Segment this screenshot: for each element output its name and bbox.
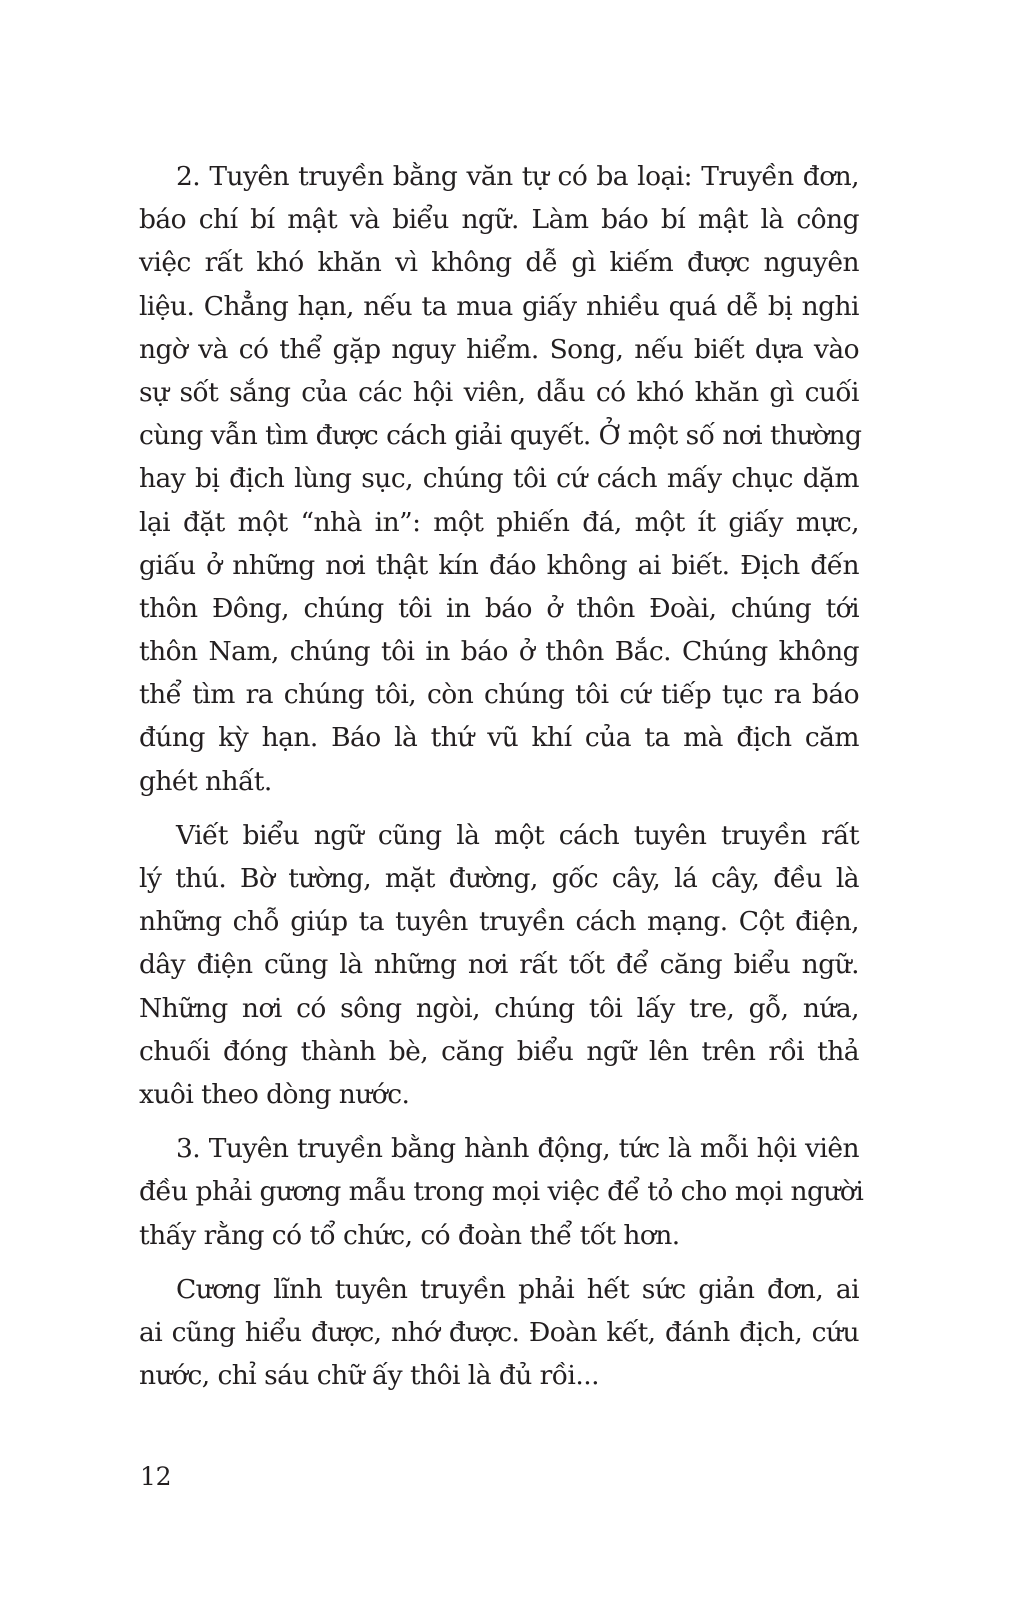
text-line: đúng kỳ hạn. Báo là thứ vũ khí của ta mà địch căm [139, 722, 859, 754]
paragraph-slogans [139, 814, 859, 1116]
text-line: 2. Tuyên truyền bằng văn tự có ba loại: Truyền đơn, [176, 161, 859, 192]
paragraph-action-propaganda [139, 1127, 864, 1257]
text-line: ghét nhất. [139, 765, 272, 797]
paragraph-spacer [139, 803, 859, 814]
text-line: Cương lĩnh tuyên truyền phải hết sức giản đơn, ai [176, 1273, 859, 1305]
text-line: hay bị địch lùng sục, chúng tôi cứ cách mấy chục dặm [139, 463, 859, 495]
text-line: giấu ở những nơi thật kín đáo không ai biết. Địch đến [139, 549, 859, 581]
paragraph-program [139, 1268, 859, 1398]
text-line: thôn Đông, chúng tôi in báo ở thôn Đoài, chúng tới [139, 592, 859, 624]
text-line: đều phải gương mẫu trong mọi việc để tỏ cho mọi người [139, 1176, 864, 1208]
paragraph-written-propaganda [139, 155, 862, 803]
text-line: lý thú. Bờ tường, mặt đường, gốc cây, lá cây, đều là [139, 863, 859, 894]
text-line: thể tìm ra chúng tôi, còn chúng tôi cứ tiếp tục ra báo [139, 679, 859, 711]
text-line: thôn Nam, chúng tôi in báo ở thôn Bắc. Chúng không [139, 636, 859, 668]
text-line: cùng vẫn tìm được cách giải quyết. Ở một số nơi thường [139, 420, 862, 452]
text-line: liệu. Chẳng hạn, nếu ta mua giấy nhiều quá dễ bị nghi [139, 290, 859, 322]
text-line: thấy rằng có tổ chức, có đoàn thể tốt hơn. [139, 1219, 680, 1251]
paragraph-spacer [139, 1257, 859, 1268]
text-line: lại đặt một “nhà in”: một phiến đá, một ít giấy mực, [139, 506, 859, 538]
text-line: Viết biểu ngữ cũng là một cách tuyên truyền rất [176, 819, 859, 851]
text-line: ai cũng hiểu được, nhớ được. Đoàn kết, đánh địch, cứu [139, 1316, 859, 1348]
text-line: những chỗ giúp ta tuyên truyền cách mạng. Cột điện, [139, 906, 859, 938]
text-line: việc rất khó khăn vì không dễ gì kiếm được nguyên [139, 247, 859, 279]
text-line: ngờ và có thể gặp nguy hiểm. Song, nếu biết dựa vào [139, 333, 859, 365]
text-line: Những nơi có sông ngòi, chúng tôi lấy tre, gỗ, nứa, [139, 992, 859, 1024]
paragraph-spacer [139, 1116, 859, 1127]
page-number: 12 [140, 1462, 172, 1491]
text-line: nước, chỉ sáu chữ ấy thôi là đủ rồi... [139, 1360, 599, 1392]
text-line: sự sốt sắng của các hội viên, dẫu có khó khăn gì cuối [139, 376, 859, 408]
text-line: xuôi theo dòng nước. [139, 1078, 410, 1110]
text-line: dây điện cũng là những nơi rất tốt để căng biểu ngữ. [139, 949, 859, 981]
text-line: 3. Tuyên truyền bằng hành động, tức là mỗi hội viên [176, 1133, 859, 1165]
text-line: báo chí bí mật và biểu ngữ. Làm báo bí mật là công [139, 204, 859, 236]
body-text [139, 155, 864, 1397]
text-line: chuối đóng thành bè, căng biểu ngữ lên trên rồi thả [139, 1035, 859, 1067]
